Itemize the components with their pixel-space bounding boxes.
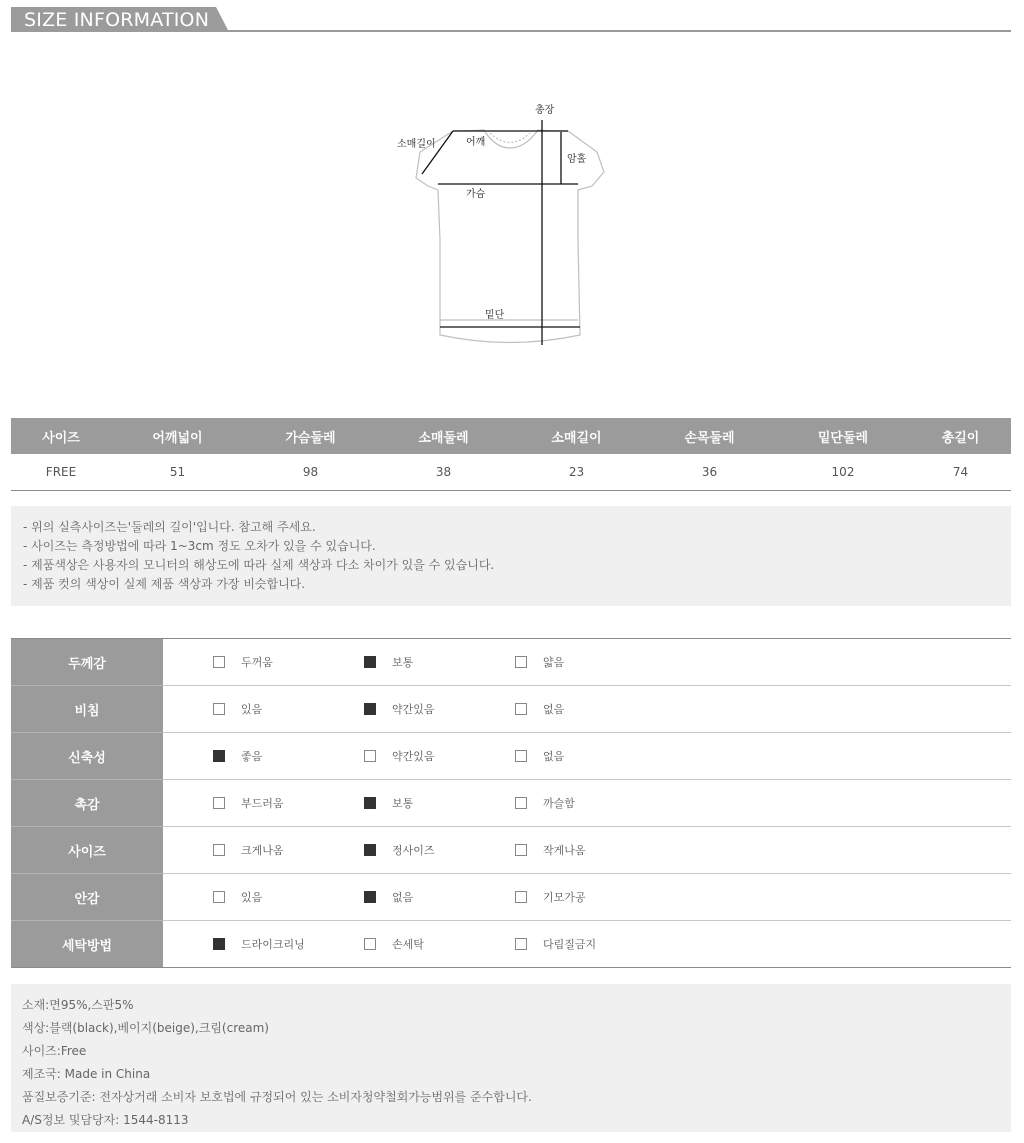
- option-label: 까슬함: [543, 797, 575, 810]
- checkbox-checked-icon: [213, 938, 225, 950]
- checkbox-empty-icon: [213, 797, 225, 809]
- col-wrist: 손목둘레: [643, 418, 776, 454]
- cell-sleeve-circumference: 38: [377, 454, 510, 491]
- note-line: - 사이즈는 측정방법에 따라 1~3cm 정도 오차가 있을 수 있습니다.: [23, 539, 376, 553]
- option-label: 있음: [241, 891, 263, 904]
- property-options: [163, 921, 1011, 968]
- property-options: [163, 780, 1011, 827]
- property-option: [515, 795, 575, 811]
- label-armhole: 암홀: [567, 154, 587, 165]
- product-info: [11, 984, 1011, 1132]
- property-row: [11, 921, 1011, 968]
- property-option: [515, 748, 564, 764]
- checkbox-empty-icon: [515, 797, 527, 809]
- info-material: 소재:면95%,스판5%: [22, 998, 134, 1012]
- note-line: - 제품 컷의 색상이 실제 제품 색상과 가장 비슷합니다.: [23, 577, 306, 591]
- info-size: 사이즈:Free: [22, 1044, 87, 1058]
- cell-wrist: 36: [643, 454, 776, 491]
- checkbox-empty-icon: [213, 891, 225, 903]
- property-option: [213, 889, 262, 905]
- info-color: 색상:블랙(black),베이지(beige),크림(cream): [22, 1021, 269, 1035]
- checkbox-checked-icon: [364, 703, 376, 715]
- property-options: [163, 827, 1011, 874]
- option-label: 보통: [392, 797, 414, 810]
- property-options: [163, 686, 1011, 733]
- property-option: [515, 936, 596, 952]
- label-sleeve-length: 소매길이: [397, 139, 436, 150]
- property-name: 신축성: [11, 733, 163, 780]
- size-table-header: [11, 418, 1011, 454]
- checkbox-empty-icon: [213, 844, 225, 856]
- col-sleeve-circumference: 소매둘레: [377, 418, 510, 454]
- checkbox-checked-icon: [364, 844, 376, 856]
- checkbox-empty-icon: [515, 750, 527, 762]
- property-option: [213, 842, 284, 858]
- option-label: 약간있음: [392, 703, 435, 716]
- size-notes: [11, 506, 1011, 606]
- property-option: [364, 795, 413, 811]
- option-label: 있음: [241, 703, 263, 716]
- label-chest: 가슴: [466, 189, 486, 200]
- property-option: [364, 748, 435, 764]
- option-label: 크게나옴: [241, 844, 284, 857]
- property-option: [213, 936, 305, 952]
- cell-sleeve-length: 23: [510, 454, 643, 491]
- property-name: 세탁방법: [11, 921, 163, 968]
- property-name: 두께감: [11, 639, 163, 686]
- col-sleeve-length: 소매길이: [510, 418, 643, 454]
- option-label: 좋음: [241, 750, 263, 763]
- cell-chest: 98: [244, 454, 377, 491]
- property-options: [163, 733, 1011, 780]
- label-total-length: 총장: [535, 105, 555, 116]
- property-options: [163, 639, 1011, 686]
- page-title: SIZE INFORMATION: [24, 9, 210, 31]
- option-label: 작게나옴: [543, 844, 586, 857]
- checkbox-empty-icon: [213, 703, 225, 715]
- option-label: 없음: [543, 703, 565, 716]
- checkbox-empty-icon: [213, 656, 225, 668]
- property-name: 안감: [11, 874, 163, 921]
- checkbox-checked-icon: [364, 797, 376, 809]
- option-label: 약간있음: [392, 750, 435, 763]
- info-quality: 품질보증기준: 전자상거래 소비자 보호법에 규정되어 있는 소비자청약철회가능범위를 준수합니다.: [22, 1090, 532, 1104]
- col-chest: 가슴둘레: [244, 418, 377, 454]
- note-line: - 위의 실측사이즈는'둘레의 길이'입니다. 참고해 주세요.: [23, 520, 316, 534]
- property-name: 사이즈: [11, 827, 163, 874]
- property-row: [11, 639, 1011, 686]
- checkbox-empty-icon: [364, 750, 376, 762]
- fabric-properties-table: [11, 638, 1011, 968]
- property-option: [364, 842, 435, 858]
- property-option: [515, 842, 586, 858]
- checkbox-empty-icon: [364, 938, 376, 950]
- property-name: 비침: [11, 686, 163, 733]
- cell-shoulder-width: 51: [111, 454, 244, 491]
- note-line: - 제품색상은 사용자의 모니터의 해상도에 따라 실제 색상과 다소 차이가 있을 수 있습니다.: [23, 558, 495, 572]
- tshirt-diagram: [380, 100, 640, 360]
- col-shoulder-width: 어깨넓이: [111, 418, 244, 454]
- property-option: [364, 889, 413, 905]
- option-label: 부드러움: [241, 797, 284, 810]
- option-label: 보통: [392, 656, 414, 669]
- checkbox-checked-icon: [213, 750, 225, 762]
- property-option: [515, 701, 564, 717]
- checkbox-empty-icon: [515, 891, 527, 903]
- checkbox-empty-icon: [515, 656, 527, 668]
- property-option: [364, 936, 424, 952]
- label-hem: 밑단: [485, 310, 505, 321]
- checkbox-empty-icon: [515, 938, 527, 950]
- checkbox-empty-icon: [515, 703, 527, 715]
- option-label: 없음: [543, 750, 565, 763]
- property-option: [213, 701, 262, 717]
- option-label: 기모가공: [543, 891, 586, 904]
- checkbox-checked-icon: [364, 656, 376, 668]
- option-label: 없음: [392, 891, 414, 904]
- checkbox-empty-icon: [515, 844, 527, 856]
- cell-total-length: 74: [910, 454, 1011, 491]
- property-option: [213, 748, 262, 764]
- property-option: [364, 701, 435, 717]
- property-row: [11, 686, 1011, 733]
- property-row: [11, 733, 1011, 780]
- col-total-length: 총길이: [910, 418, 1011, 454]
- property-row: [11, 780, 1011, 827]
- cell-hem: 102: [776, 454, 910, 491]
- option-label: 드라이크리닝: [241, 938, 305, 951]
- property-name: 촉감: [11, 780, 163, 827]
- option-label: 얇음: [543, 656, 565, 669]
- option-label: 다림질금지: [543, 938, 597, 951]
- table-row: [11, 454, 1011, 491]
- property-option: [213, 795, 284, 811]
- info-as-contact: A/S정보 및담당자: 1544-8113: [22, 1113, 189, 1127]
- col-hem: 밑단둘레: [776, 418, 910, 454]
- col-size: 사이즈: [11, 418, 111, 454]
- info-origin: 제조국: Made in China: [22, 1067, 151, 1081]
- property-option: [515, 654, 564, 670]
- property-row: [11, 827, 1011, 874]
- property-option: [515, 889, 586, 905]
- cell-size: FREE: [11, 454, 111, 491]
- label-shoulder: 어깨: [466, 137, 486, 148]
- checkbox-checked-icon: [364, 891, 376, 903]
- property-row: [11, 874, 1011, 921]
- option-label: 손세탁: [392, 938, 424, 951]
- option-label: 정사이즈: [392, 844, 435, 857]
- property-option: [213, 654, 273, 670]
- size-table: [11, 418, 1011, 491]
- property-options: [163, 874, 1011, 921]
- property-option: [364, 654, 413, 670]
- option-label: 두꺼움: [241, 656, 273, 669]
